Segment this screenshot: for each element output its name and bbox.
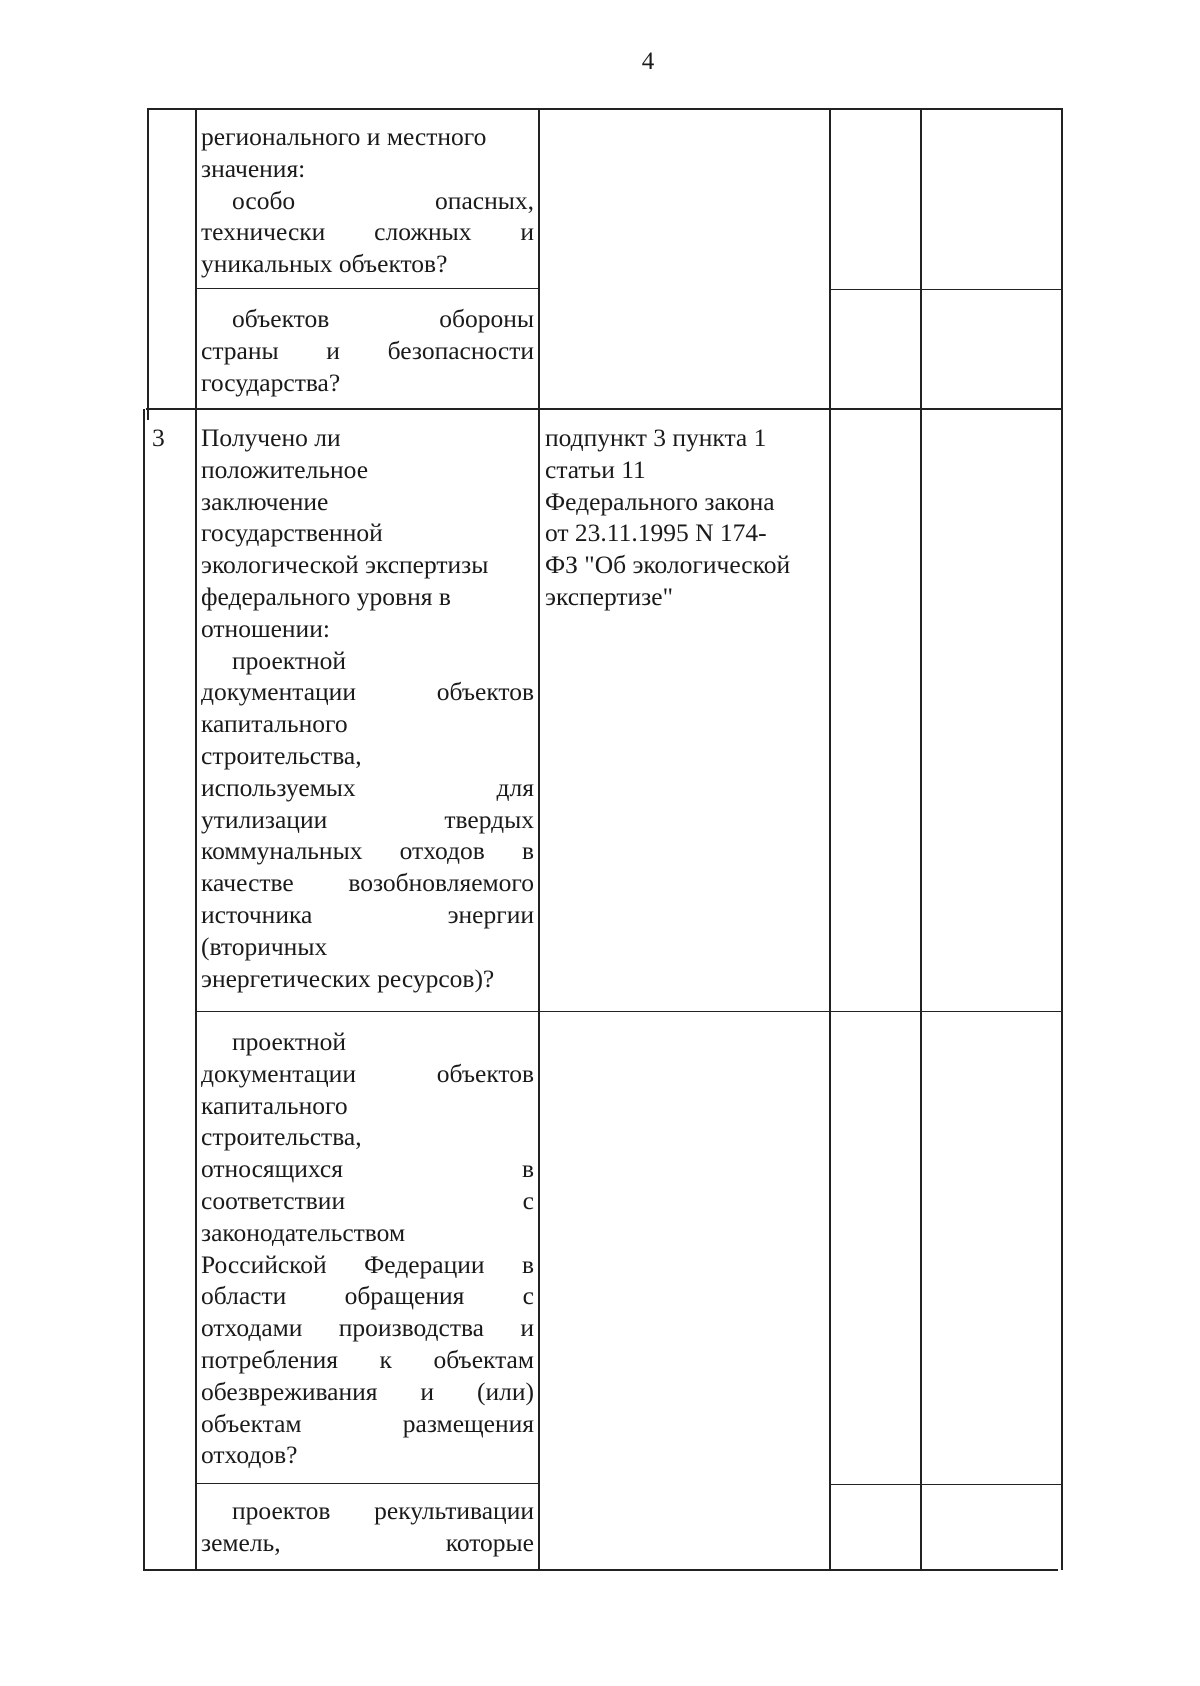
question-cell	[201, 1026, 534, 1471]
question-line: капитального	[201, 709, 348, 739]
col-divider-answer	[920, 108, 922, 1570]
question-line: капитального	[201, 1090, 348, 1120]
question-line: земель, которые	[201, 1527, 534, 1557]
table-border-top	[148, 108, 1062, 110]
question-line: документации объектов	[201, 1058, 534, 1088]
question-line: объектов обороны	[232, 304, 534, 333]
question-line: утилизации твердых	[201, 804, 534, 834]
col-divider-reference	[829, 108, 831, 1570]
question-line: регионального и местного	[201, 122, 487, 151]
reference-line: статьи 11	[545, 454, 646, 484]
reference-line: Федерального закона	[545, 486, 775, 516]
table-border-left	[147, 108, 149, 420]
question-line: соответствии с	[201, 1185, 534, 1215]
row-number: 3	[152, 423, 165, 452]
question-cell	[201, 303, 534, 398]
question-line: потребления к объектам	[201, 1344, 534, 1374]
question-line: области обращения с	[201, 1281, 534, 1311]
question-line: особо опасных,	[232, 185, 534, 215]
question-line: строительства,	[201, 1122, 362, 1152]
sub-row-divider	[829, 1484, 1062, 1485]
question-cell	[201, 1495, 534, 1559]
question-line: документации объектов	[201, 677, 534, 707]
table-border-right	[1061, 108, 1063, 1570]
sub-row-divider	[195, 288, 539, 289]
question-cell	[201, 121, 534, 280]
question-line: государственной	[201, 518, 383, 548]
reference-line: подпункт 3 пункта 1	[545, 423, 767, 452]
reference-line: экспертизе"	[545, 581, 673, 611]
question-line: коммунальных отходов в	[201, 836, 534, 866]
question-line: технически сложных и	[201, 217, 534, 247]
question-line: значения:	[201, 153, 306, 183]
question-line: отходов?	[201, 1440, 298, 1470]
question-cell	[201, 422, 534, 994]
reference-line: ФЗ "Об экологической	[545, 550, 791, 580]
col-divider-num	[195, 108, 197, 1570]
question-line: федерального уровня в	[201, 581, 451, 611]
question-line: Российской Федерации в	[201, 1249, 534, 1279]
question-line: проектной	[232, 645, 347, 675]
question-line: Получено ли	[201, 423, 341, 452]
question-line: энергетических ресурсов)?	[201, 963, 495, 993]
page-number: 4	[641, 48, 655, 75]
question-line: проектной	[232, 1027, 347, 1056]
col-divider-question	[538, 108, 540, 1570]
row-divider	[146, 408, 1062, 410]
question-line: проектов рекультивации	[232, 1496, 534, 1525]
question-line: положительное	[201, 454, 369, 484]
question-line: используемых для	[201, 772, 534, 802]
reference-cell	[545, 422, 827, 613]
question-line: качестве возобновляемого	[201, 868, 534, 898]
question-line: относящихся в	[201, 1154, 534, 1184]
question-line: экологической экспертизы	[201, 550, 489, 580]
question-line: страны и безопасности	[201, 335, 534, 365]
question-line: обезвреживания и (или)	[201, 1376, 534, 1406]
sub-row-divider	[195, 1011, 1062, 1012]
question-line: объектам размещения	[201, 1408, 534, 1438]
question-line: строительства,	[201, 740, 362, 770]
question-line: отношении:	[201, 613, 330, 643]
table-border-left	[143, 409, 145, 1570]
question-line: отходами производства и	[201, 1313, 534, 1343]
question-line: государства?	[201, 367, 341, 397]
sub-row-divider	[829, 289, 1062, 290]
question-line: заключение	[201, 486, 329, 516]
sub-row-divider	[195, 1483, 539, 1484]
question-line: уникальных объектов?	[201, 249, 448, 279]
reference-line: от 23.11.1995 N 174-	[545, 518, 767, 548]
question-line: (вторичных	[201, 931, 328, 961]
question-line: источника энергии	[201, 899, 534, 929]
question-line: законодательством	[201, 1217, 406, 1247]
